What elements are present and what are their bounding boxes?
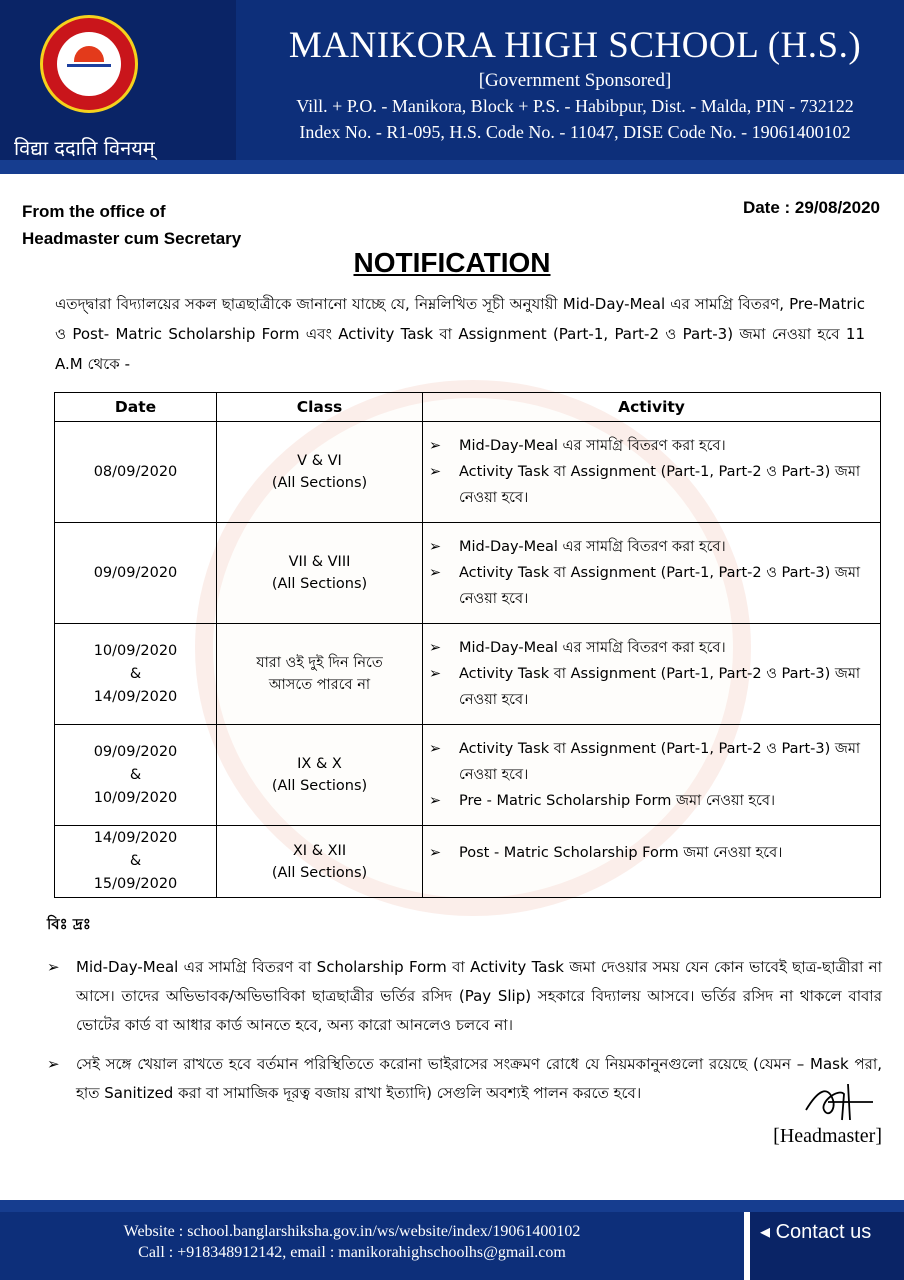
logo-panel <box>0 0 236 160</box>
footer-website: Website : school.banglarshiksha.gov.in/ws/website/index/19061400102 <box>123 1223 581 1240</box>
schedule-table <box>54 392 881 898</box>
headmaster-signature <box>798 1080 878 1125</box>
note-item <box>47 1050 882 1108</box>
date-separator: & <box>129 766 142 783</box>
header-stripe <box>0 160 904 174</box>
activity-item: ➢ Activity Task বা Assignment (Part-1, Part-2 ও Part-3) জমা নেওয়া হবে। <box>459 661 876 713</box>
sender-block <box>22 198 241 252</box>
activity-item: ➢ Mid-Day-Meal এর সামগ্রি বিতরণ করা হবে। <box>459 534 876 560</box>
school-logo <box>40 15 138 113</box>
arrow-bullet-icon: ➢ <box>47 1055 60 1073</box>
school-motto: विद्या ददाति विनयम् <box>14 136 155 160</box>
arrow-bullet-icon: ➢ <box>47 958 60 976</box>
activity-item: ➢ Activity Task বা Assignment (Part-1, Part-2 ও Part-3) জমা নেওয়া হবে। <box>459 459 876 511</box>
row-date <box>55 826 217 898</box>
arrow-left-icon: ◂ <box>760 1221 771 1243</box>
sun-icon <box>74 46 104 62</box>
table-row <box>55 523 881 624</box>
table-row <box>55 725 881 826</box>
notice-date: Date : 29/08/2020 <box>742 198 880 217</box>
activity-item: ➢ Pre - Matric Scholarship Form জমা নেওয়া হবে। <box>459 788 876 814</box>
note-item <box>47 953 882 1040</box>
class-value: V & VI <box>297 453 342 469</box>
row-class <box>217 826 423 898</box>
activity-item: ➢ Post - Matric Scholarship Form জমা নেওয়া হবে। <box>459 840 876 866</box>
letterhead <box>0 0 904 175</box>
class-value: XI & XII <box>292 842 347 859</box>
date-value: 10/09/2020 <box>93 642 178 659</box>
signatory-title: [Headmaster] <box>773 1125 882 1147</box>
activity-item: ➢ Mid-Day-Meal এর সামগ্রি বিতরণ করা হবে। <box>459 635 876 661</box>
sender-line-1: From the office of <box>22 202 166 221</box>
row-activity <box>423 826 881 898</box>
sponsorship: [Government Sponsored] <box>478 70 672 91</box>
class-value: যারা ওই দুই দিন নিতে <box>256 655 383 671</box>
row-class <box>217 725 423 826</box>
note-heading: বিঃ দ্রঃ <box>47 915 91 933</box>
row-date <box>55 523 217 624</box>
class-sections: (All Sections) <box>271 778 368 794</box>
page-title: NOTIFICATION <box>353 247 551 278</box>
activity-item: ➢ Mid-Day-Meal এর সামগ্রি বিতরণ করা হবে। <box>459 433 876 459</box>
footer-stripe <box>0 1200 904 1212</box>
date-value: 08/09/2020 <box>93 463 178 480</box>
activity-item: ➢ Activity Task বা Assignment (Part-1, Part-2 ও Part-3) জমা নেওয়া হবে। <box>459 736 876 788</box>
activity-item: ➢ Activity Task বা Assignment (Part-1, Part-2 ও Part-3) জমা নেওয়া হবে। <box>459 560 876 612</box>
logo-emblem <box>57 32 121 96</box>
class-sections: (All Sections) <box>271 576 368 592</box>
footer <box>0 1200 904 1280</box>
row-class <box>217 624 423 725</box>
class-sections: (All Sections) <box>271 864 368 881</box>
date-value: 14/09/2020 <box>93 688 178 705</box>
date-separator: & <box>129 665 142 682</box>
row-date <box>55 624 217 725</box>
header-date: Date <box>55 393 217 422</box>
date-value: 14/09/2020 <box>93 830 178 846</box>
row-date <box>55 725 217 826</box>
footer-contact-info: Call : +918348912142, email : manikorahighschoolhs@gmail.com <box>138 1244 566 1261</box>
school-address: Vill. + P.O. - Manikora, Block + P.S. - Habibpur, Dist. - Malda, PIN - 732122 <box>296 96 854 116</box>
date-value: 15/09/2020 <box>93 876 178 892</box>
header-class: Class <box>217 393 423 422</box>
class-value: VII & VIII <box>288 554 351 570</box>
header-activity: Activity <box>423 393 881 422</box>
sender-line-2: Headmaster cum Secretary <box>22 229 242 248</box>
row-activity <box>423 422 881 523</box>
contact-label: Contact us <box>775 1221 872 1243</box>
date-separator: & <box>129 853 142 869</box>
table-header-row <box>55 393 881 422</box>
date-value: 09/09/2020 <box>93 564 178 581</box>
date-value: 10/09/2020 <box>93 789 178 806</box>
table-row <box>55 624 881 725</box>
note-text: Mid-Day-Meal এর সামগ্রি বিতরণ বা Scholarship Form বা Activity Task জমা দেওয়ার সময় যেন কোন ভাবেই ছাত্র-ছাত্রীরা না আসে। তাদের অভিভাবক/অভিভাবিকা ছাত্রছাত্রীর ভর্তির রসিদ (Pay Slip) সহকারে বিদ্যালয় আসবে। ভর্তির রসিদ না থাকলে বাবার ভোটের কার্ড বা আধার কার্ড আনতে হবে, অন্য কারো আনলেও চলবে না। <box>76 958 882 1034</box>
contact-us-button[interactable] <box>760 1219 871 1244</box>
school-codes: Index No. - R1-095, H.S. Code No. - 11047, DISE Code No. - 19061400102 <box>299 122 851 142</box>
intro-paragraph: এতদ্দ্বারা বিদ্যালয়ের সকল ছাত্রছাত্রীকে জানানো যাচ্ছে যে, নিম্নলিখিত সূচী অনুযায়ী Mid-Day-Meal এর সামগ্রি বিতরণ, Pre-Matric ও Post- Matric Scholarship Form এবং Activity Task বা Assignment (Part-1, Part-2 ও Part-3) জমা নেওয়া হবে 11 A.M থেকে - <box>55 295 865 373</box>
row-class <box>217 523 423 624</box>
row-class <box>217 422 423 523</box>
book-icon <box>67 64 111 67</box>
school-name: MANIKORA HIGH SCHOOL (H.S.) <box>288 25 862 66</box>
class-sections: আসতে পারবে না <box>268 677 371 693</box>
table-row <box>55 422 881 523</box>
row-date <box>55 422 217 523</box>
table-row <box>55 826 881 898</box>
row-activity <box>423 624 881 725</box>
row-activity <box>423 725 881 826</box>
class-value: IX & X <box>297 756 342 772</box>
row-activity <box>423 523 881 624</box>
date-value: 09/09/2020 <box>93 743 178 760</box>
note-text: সেই সঙ্গে খেয়াল রাখতে হবে বর্তমান পরিস্থিতিতে করোনা ভাইরাসের সংক্রমণ রোধে যে নিয়মকানুনগুলো রয়েছে (যেমন – Mask পরা, হাত Sanitized করা বা সামাজিক দূরত্ব বজায় রাখা ইত্যাদি) সেগুলি অবশ্যই পালন করতে হবে। <box>76 1055 882 1102</box>
class-sections: (All Sections) <box>271 475 368 491</box>
